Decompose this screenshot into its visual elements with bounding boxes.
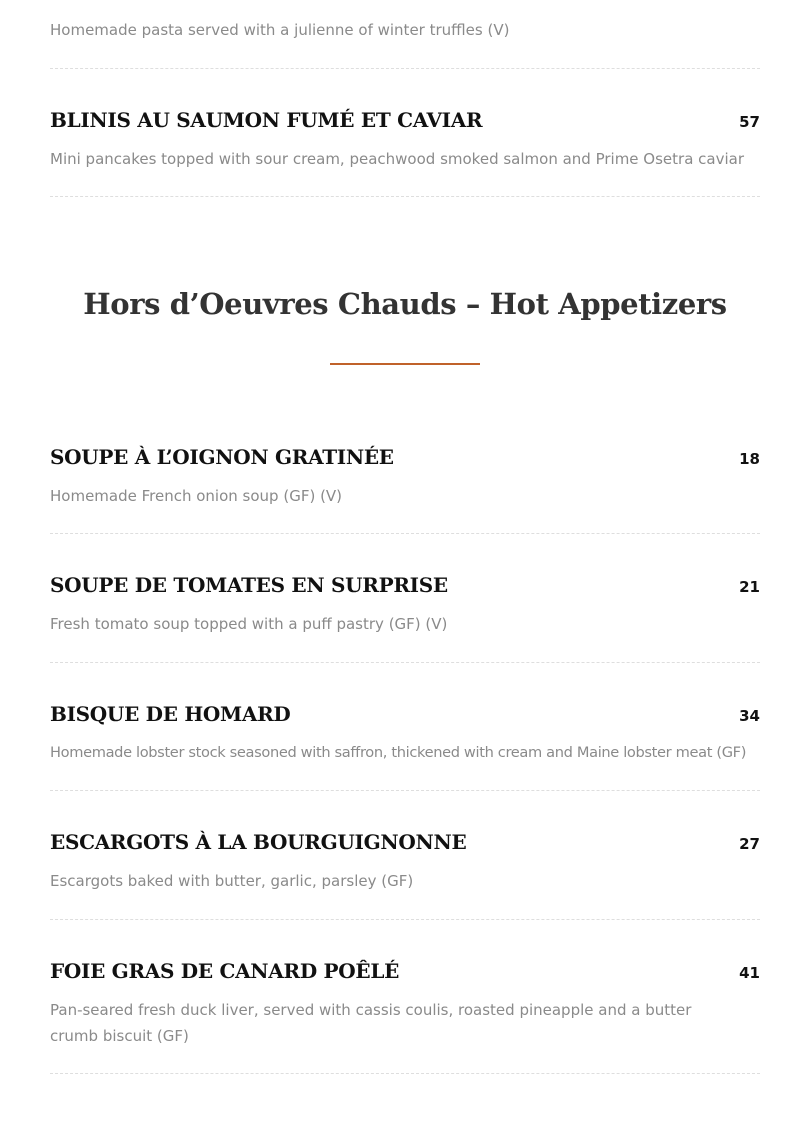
menu-item-description: Pan-seared fresh duck liver, served with cassis coulis, roasted pineapple and a butter crumb biscuit (GF) [50,1001,692,1045]
menu-item-description: Homemade French onion soup (GF) (V) [50,487,343,505]
menu-item-description: Mini pancakes topped with sour cream, peachwood smoked salmon and Prime Osetra caviar [50,150,745,168]
item-divider [50,68,760,69]
menu-item-description: Homemade pasta served with a julienne of winter truffles (V) [50,21,510,39]
menu-item-price: 57 [739,113,760,131]
menu-item-description: Escargots baked with butter, garlic, parsley (GF) [50,872,414,890]
menu-item-price: 21 [739,578,760,596]
item-divider [50,662,760,663]
section-title: Hors d’Oeuvres Chauds – Hot Appetizers [83,287,727,321]
menu-item-price: 18 [739,450,760,468]
item-divider [50,533,760,534]
item-divider [50,196,760,197]
menu-item-name: BLINIS AU SAUMON FUMÉ ET CAVIAR [50,108,483,132]
menu-item-name: ESCARGOTS À LA BOURGUIGNONNE [50,830,467,854]
item-divider [50,790,760,791]
item-divider [50,919,760,920]
menu-item-price: 27 [739,835,760,853]
menu-item-price: 41 [739,964,760,982]
menu-item-price: 34 [739,707,760,725]
menu-item-name: BISQUE DE HOMARD [50,702,291,726]
menu-item-name: SOUPE DE TOMATES EN SURPRISE [50,573,448,597]
menu-item-description: Fresh tomato soup topped with a puff pastry (GF) (V) [50,615,448,633]
menu-item-description: Homemade lobster stock seasoned with saffron, thickened with cream and Maine lobster meat (GF) [50,744,747,761]
menu-item-name: SOUPE À L’OIGNON GRATINÉE [50,445,394,469]
section-title-underline [330,363,480,365]
item-divider [50,1073,760,1074]
menu-item-name: FOIE GRAS DE CANARD POÊLÉ [50,959,400,983]
